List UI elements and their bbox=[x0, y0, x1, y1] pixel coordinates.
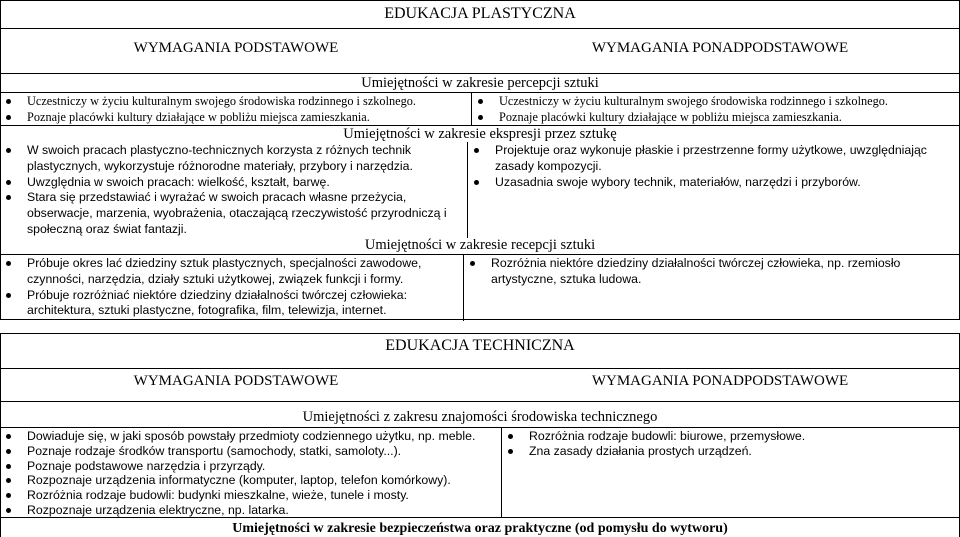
section-title-percepcja: Umiejętności w zakresie percepcji sztuki bbox=[361, 75, 599, 91]
list-item: Rozpoznaje urządzenia informatyczne (komputer, laptop, telefon komórkowy). bbox=[1, 473, 499, 488]
techniczna-title: EDUKACJA TECHNICZNA bbox=[385, 337, 575, 354]
plastyczna-column-header-row bbox=[1, 28, 959, 73]
list-item: Uzasadnia swoje wybory technik, materiałów, narzędzi i przyborów. bbox=[469, 175, 957, 191]
list-item: Poznaje rodzaje środków transportu (samochody, statki, samoloty...). bbox=[1, 444, 499, 459]
col-podstawowe-title: WYMAGANIA PODSTAWOWE bbox=[133, 40, 339, 56]
list-item: Próbuje rozróżniać niektóre dziedziny działalności twórczej człowieka: architektura, sztuki plastyczne, fotografika, film, telewizja, internet. bbox=[1, 288, 461, 320]
column-divider bbox=[467, 142, 468, 238]
section-title-row bbox=[1, 237, 959, 254]
section-body-srodowisko bbox=[1, 427, 959, 517]
list-recepcja-ponadpodstawowe bbox=[465, 256, 959, 288]
list-item: Poznaje podstawowe narzędzia i przyrządy. bbox=[1, 459, 499, 474]
section-title-srodowisko: Umiejętności z zakresu znajomości środowiska technicznego bbox=[302, 409, 658, 425]
list-item: W swoich pracach plastyczno-technicznych korzysta z różnych technik plastycznych, wykorzystuje różnorodne materiały, przybory i narzędzia. bbox=[1, 143, 465, 175]
list-item: Poznaje placówki kultury działające w pobliżu miejsca zamieszkania. bbox=[1, 110, 469, 126]
list-item: Uczestniczy w życiu kulturalnym swojego środowiska rodzinnego i szkolnego. bbox=[473, 94, 959, 110]
col-ponadpodstawowe-title: WYMAGANIA PONADPODSTAWOWE bbox=[591, 373, 849, 389]
list-item: Projektuje oraz wykonuje płaskie i przestrzenne formy użytkowe, uwzględniając zasady kompozycji. bbox=[469, 143, 957, 175]
list-item: Rozróżnia rodzaje budowli: budynki mieszkalne, wieże, tunele i mosty. bbox=[1, 488, 499, 503]
list-item: Uwzględnia w swoich pracach: wielkość, kształt, barwę. bbox=[1, 175, 465, 191]
col-podstawowe-title: WYMAGANIA PODSTAWOWE bbox=[133, 373, 339, 389]
list-item: Poznaje placówki kultury działające w pobliżu miejsca zamieszkania. bbox=[473, 110, 959, 126]
section-title-recepcja: Umiejętności w zakresie recepcji sztuki bbox=[364, 237, 596, 253]
column-divider bbox=[501, 428, 502, 518]
list-percepcja-podstawowe bbox=[1, 94, 469, 126]
list-recepcja-podstawowe bbox=[1, 256, 461, 319]
list-percepcja-ponadpodstawowe bbox=[473, 94, 959, 126]
section-body-recepcja bbox=[1, 254, 959, 320]
column-divider bbox=[471, 93, 472, 126]
section-body-percepcja bbox=[1, 92, 959, 125]
techniczna-column-header-row bbox=[1, 368, 959, 401]
column-divider bbox=[463, 255, 464, 321]
section-title-ekspresja: Umiejętności w zakresie ekspresji przez sztukę bbox=[343, 126, 617, 142]
techniczna-title-row bbox=[1, 334, 959, 368]
list-item: Rozróżnia niektóre dziedziny działalności twórczej człowieka, np. rzemiosło artystyczne, sztuka ludowa. bbox=[465, 256, 959, 288]
list-item: Rozróżnia rodzaje budowli: biurowe, przemysłowe. bbox=[503, 429, 959, 444]
section-title-row bbox=[1, 517, 959, 537]
list-item: Uczestniczy w życiu kulturalnym swojego środowiska rodzinnego i szkolnego. bbox=[1, 94, 469, 110]
list-ekspresja-ponadpodstawowe bbox=[469, 143, 957, 190]
plastyczna-title-row bbox=[1, 1, 959, 28]
section-title-row bbox=[1, 401, 959, 427]
plastyczna-title: EDUKACJA PLASTYCZNA bbox=[384, 5, 576, 22]
section-body-ekspresja bbox=[1, 142, 959, 238]
section-title-row bbox=[1, 73, 959, 92]
section-title-row bbox=[1, 125, 959, 142]
list-item: Rozpoznaje urządzenia elektryczne, np. latarka. bbox=[1, 503, 499, 518]
list-ekspresja-podstawowe bbox=[1, 143, 465, 238]
list-item: Zna zasady działania prostych urządzeń. bbox=[503, 444, 959, 459]
list-item: Próbuje okres lać dziedziny sztuk plastycznych, specjalności zawodowe, czynności, narzędzia, działy sztuki użytkowej, związek funkcji i formy. bbox=[1, 256, 461, 288]
techniczna-table bbox=[0, 333, 960, 537]
list-item: Dowiaduje się, w jaki sposób powstały przedmioty codziennego użytku, np. meble. bbox=[1, 429, 499, 444]
section-title-bezpieczenstwo: Umiejętności w zakresie bezpieczeństwa oraz praktyczne (od pomysłu do wytworu) bbox=[232, 521, 728, 536]
col-ponadpodstawowe-title: WYMAGANIA PONADPODSTAWOWE bbox=[591, 40, 849, 56]
list-item: Stara się przedstawiać i wyrażać w swoich pracach własne przeżycia, obserwacje, marzenia, wyobrażenia, otaczającą rzeczywistość przyrodniczą i społeczną oraz świat fantazji. bbox=[1, 190, 465, 237]
list-srodowisko-ponadpodstawowe bbox=[503, 429, 959, 459]
list-srodowisko-podstawowe bbox=[1, 429, 499, 518]
